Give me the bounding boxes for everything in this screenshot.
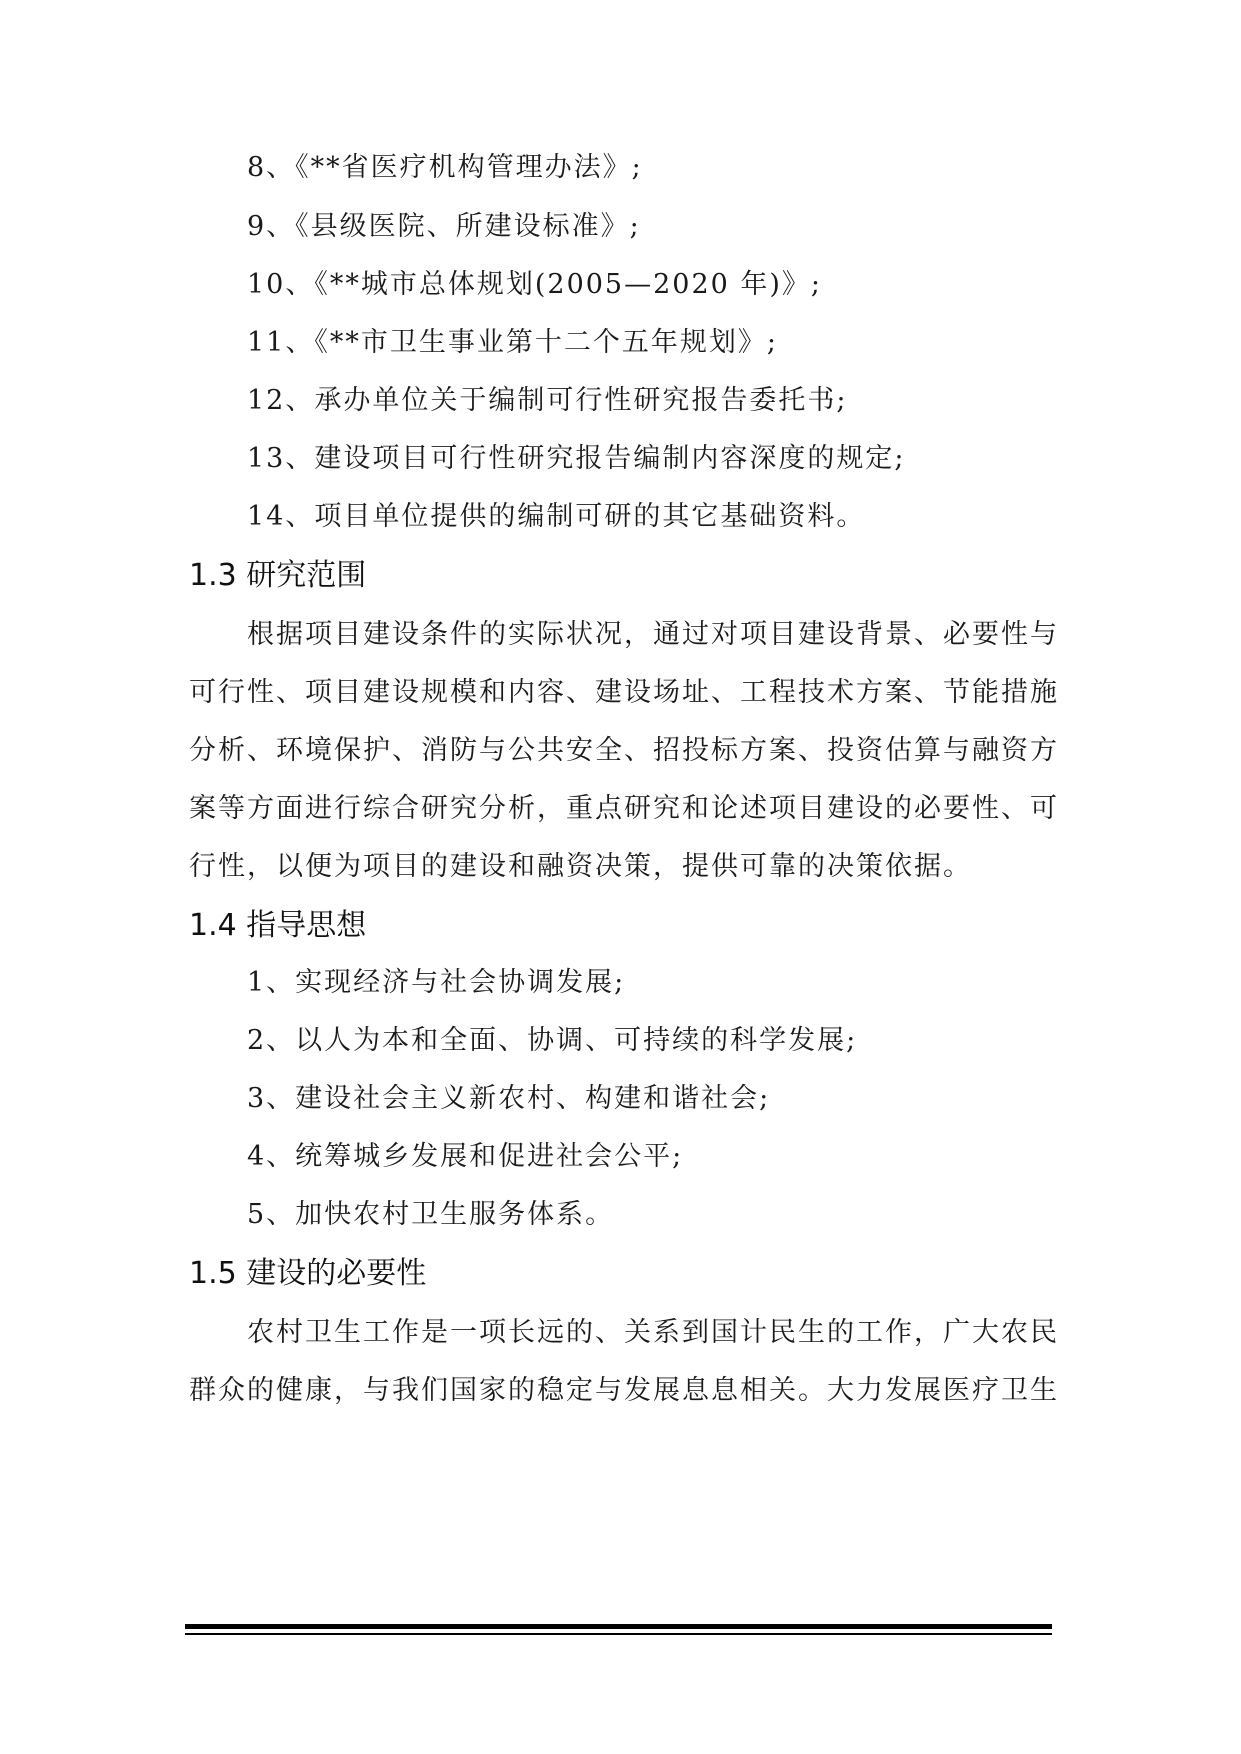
section-heading-1-5: 1.5 建设的必要性 — [189, 1256, 427, 1291]
guideline-item-2: 2、以人为本和全面、协调、可持续的科学发展; — [247, 1025, 858, 1056]
paragraph-line: 分析、环境保护、消防与公共安全、招投标方案、投资估算与融资方 — [189, 735, 1059, 766]
paragraph-line: 案等方面进行综合研究分析，重点研究和论述项目建设的必要性、可 — [189, 793, 1059, 824]
basis-item-8: 8、《**省医疗机构管理办法》; — [247, 152, 643, 183]
section-heading-1-3: 1.3 研究范围 — [189, 558, 367, 593]
basis-item-14: 14、项目单位提供的编制可研的其它基础资料。 — [247, 501, 866, 532]
paragraph-line: 农村卫生工作是一项长远的、关系到国计民生的工作，广大农民 — [247, 1317, 1059, 1348]
basis-item-13: 13、建设项目可行性研究报告编制内容深度的规定; — [247, 443, 906, 474]
guideline-item-5: 5、加快农村卫生服务体系。 — [247, 1199, 615, 1230]
paragraph-line: 可行性、项目建设规模和内容、建设场址、工程技术方案、节能措施 — [189, 677, 1059, 708]
basis-item-12: 12、承办单位关于编制可行性研究报告委托书; — [247, 385, 848, 416]
basis-item-10: 10、《**城市总体规划(2005—2020 年)》; — [247, 269, 823, 300]
paragraph-line: 根据项目建设条件的实际状况，通过对项目建设背景、必要性与 — [247, 619, 1059, 650]
footer-rule-thin — [185, 1633, 1052, 1635]
section-heading-1-4: 1.4 指导思想 — [189, 908, 367, 943]
paragraph-line: 群众的健康，与我们国家的稳定与发展息息相关。大力发展医疗卫生 — [189, 1375, 1059, 1406]
guideline-item-1: 1、实现经济与社会协调发展; — [247, 967, 626, 998]
footer-rule-thick — [185, 1624, 1052, 1629]
guideline-item-3: 3、建设社会主义新农村、构建和谐社会; — [247, 1083, 771, 1114]
guideline-item-4: 4、统筹城乡发展和促进社会公平; — [247, 1141, 684, 1172]
basis-item-11: 11、《**市卫生事业第十二个五年规划》; — [247, 327, 778, 358]
paragraph-line: 行性，以便为项目的建设和融资决策，提供可靠的决策依据。 — [189, 851, 972, 882]
basis-item-9: 9、《县级医院、所建设标准》; — [247, 211, 641, 242]
